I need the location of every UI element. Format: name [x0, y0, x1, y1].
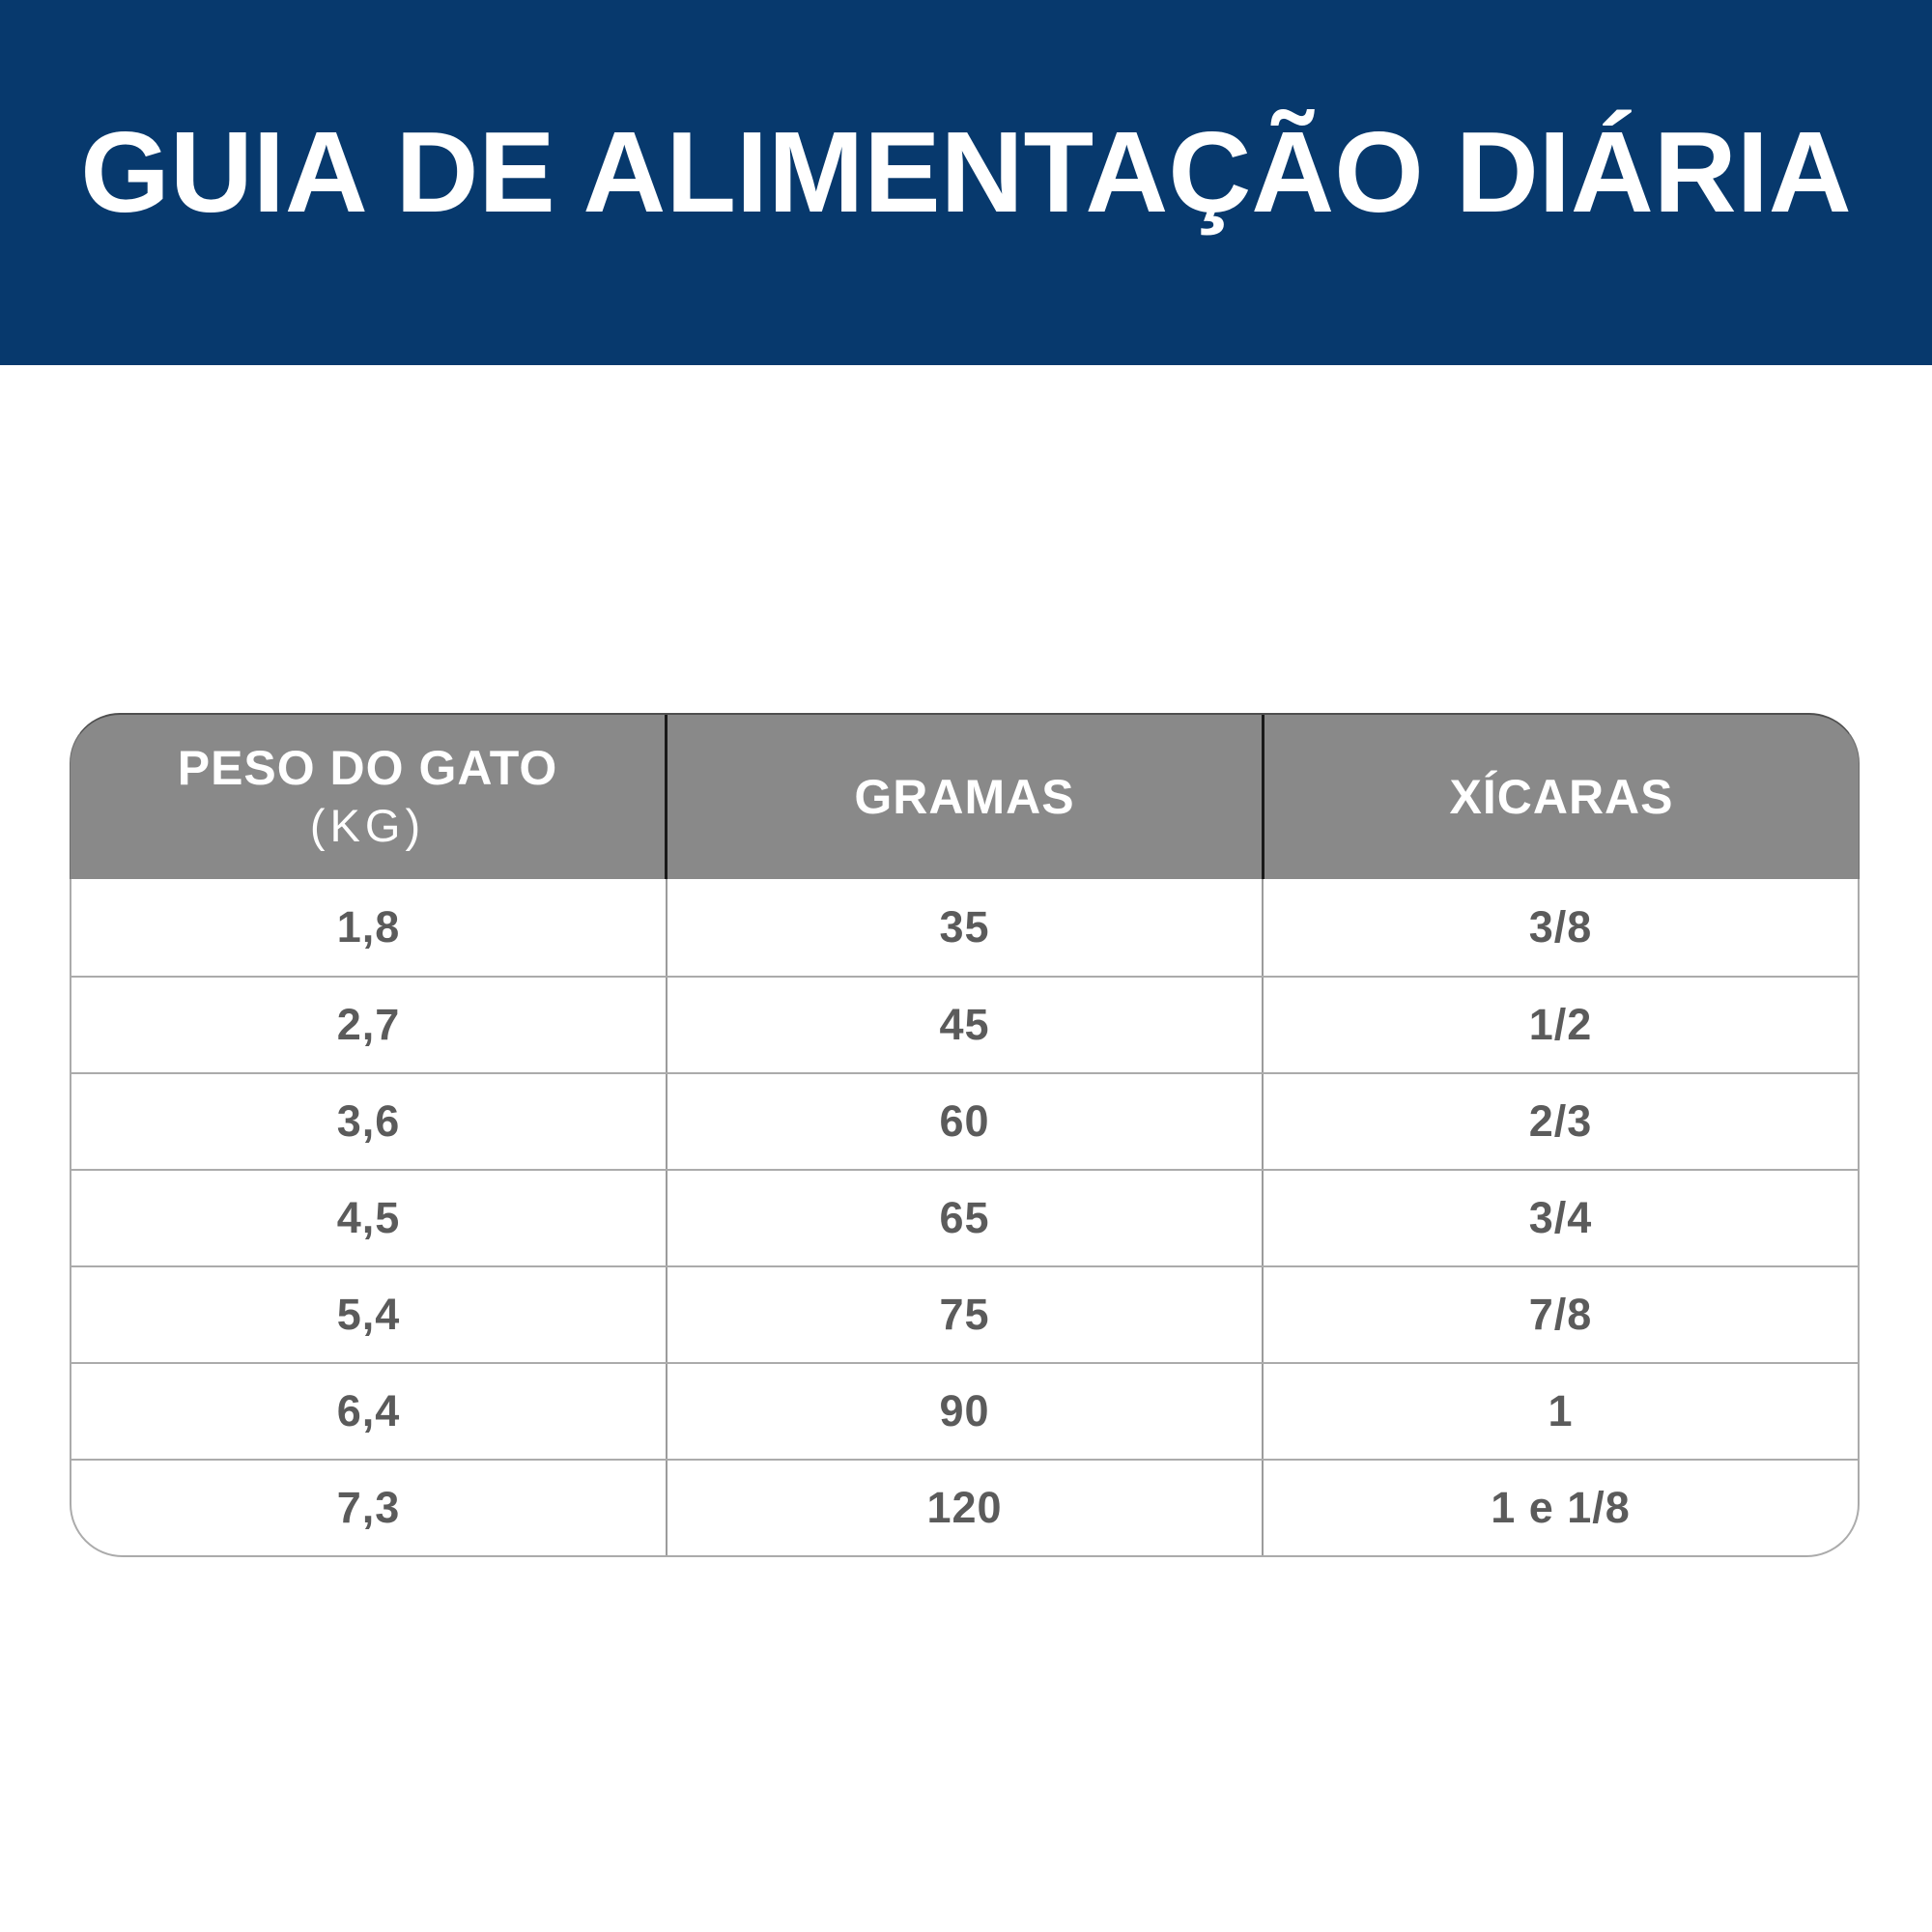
cell-xicaras: 3/8: [1262, 879, 1858, 976]
cell-peso: 5,4: [336, 1290, 401, 1339]
cell-peso: 1,8: [336, 902, 401, 952]
table-header-row: [70, 713, 1860, 879]
table-body: [70, 879, 1860, 1557]
table-row: [71, 976, 1858, 1072]
cell-gramas: 45: [666, 978, 1262, 1072]
cell-xicaras: 1: [1262, 1364, 1858, 1459]
page-title: GUIA DE ALIMENTAÇÃO DIÁRIA: [80, 107, 1852, 237]
cell-xicaras: 1/2: [1262, 978, 1858, 1072]
column-header-label: GRAMAS: [854, 769, 1075, 824]
table-row: [71, 1459, 1858, 1555]
column-header-label: XÍCARAS: [1449, 769, 1674, 824]
cell-gramas: 35: [666, 879, 1262, 976]
cell-gramas: 90: [666, 1364, 1262, 1459]
column-header-label: PESO DO GATO: [177, 741, 558, 795]
cell-peso: 7,3: [336, 1483, 401, 1532]
cell-gramas: 120: [666, 1461, 1262, 1555]
cell-peso: 2,7: [336, 1000, 401, 1049]
column-header-gramas: [665, 715, 1262, 879]
column-header-sublabel: (KG): [309, 800, 426, 851]
title-banner: [0, 0, 1932, 365]
table-row: [71, 1362, 1858, 1459]
cell-gramas: 65: [666, 1171, 1262, 1265]
table-row: [71, 1169, 1858, 1265]
cell-xicaras: 1 e 1/8: [1262, 1461, 1858, 1555]
column-header-xicaras: [1262, 715, 1859, 879]
cell-gramas: 75: [666, 1267, 1262, 1362]
cell-xicaras: 2/3: [1262, 1074, 1858, 1169]
table-row: [71, 1072, 1858, 1169]
table-row: [71, 879, 1858, 976]
cell-gramas: 60: [666, 1074, 1262, 1169]
cell-peso: 4,5: [336, 1193, 401, 1242]
cell-xicaras: 3/4: [1262, 1171, 1858, 1265]
cell-peso: 6,4: [336, 1386, 401, 1435]
cell-peso: 3,6: [336, 1096, 401, 1146]
table-row: [71, 1265, 1858, 1362]
feeding-guide-table: [70, 713, 1860, 1557]
column-header-peso-do-gato: [71, 715, 665, 879]
cell-xicaras: 7/8: [1262, 1267, 1858, 1362]
